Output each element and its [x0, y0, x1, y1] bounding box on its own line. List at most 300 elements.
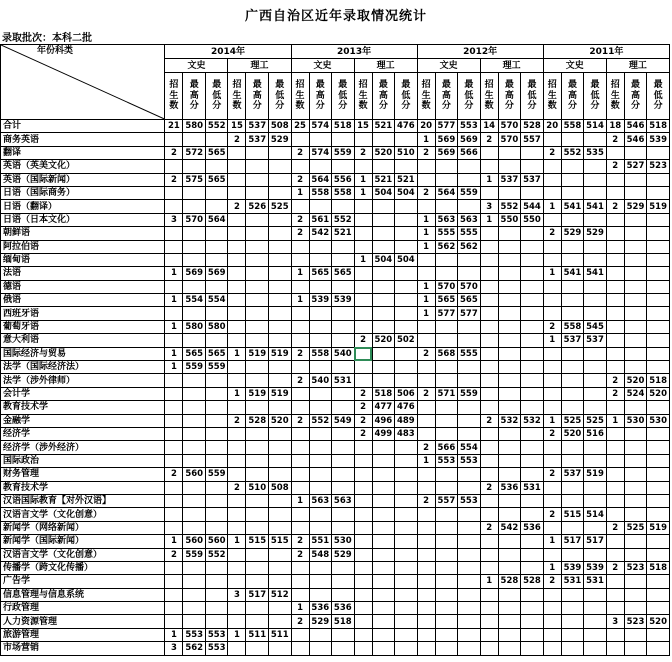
value-cell[interactable] [584, 186, 607, 199]
value-cell[interactable]: 521 [372, 120, 395, 133]
value-cell[interactable]: 2 [165, 146, 183, 159]
value-cell[interactable] [561, 253, 584, 266]
value-cell[interactable] [205, 588, 228, 601]
value-cell[interactable] [354, 575, 372, 588]
value-cell[interactable] [309, 200, 332, 213]
value-cell[interactable] [165, 441, 183, 454]
major-name-cell[interactable]: 西班牙语 [1, 307, 165, 320]
value-cell[interactable]: 531 [332, 374, 355, 387]
value-cell[interactable] [228, 267, 246, 280]
value-cell[interactable] [354, 602, 372, 615]
value-cell[interactable] [624, 334, 647, 347]
value-cell[interactable]: 2 [417, 347, 435, 360]
value-cell[interactable] [417, 267, 435, 280]
column-label[interactable] [606, 73, 624, 120]
value-cell[interactable] [480, 561, 498, 574]
value-cell[interactable]: 565 [435, 294, 458, 307]
value-cell[interactable]: 508 [269, 120, 292, 133]
value-cell[interactable] [435, 575, 458, 588]
value-cell[interactable] [269, 160, 292, 173]
value-cell[interactable] [246, 213, 269, 226]
value-cell[interactable]: 540 [332, 347, 355, 360]
value-cell[interactable]: 1 [354, 186, 372, 199]
value-cell[interactable] [372, 227, 395, 240]
value-cell[interactable] [183, 280, 206, 293]
value-cell[interactable] [205, 240, 228, 253]
value-cell[interactable] [309, 521, 332, 534]
column-label[interactable] [543, 73, 561, 120]
value-cell[interactable]: 539 [309, 294, 332, 307]
value-cell[interactable] [165, 575, 183, 588]
value-cell[interactable] [584, 387, 607, 400]
value-cell[interactable] [354, 227, 372, 240]
value-cell[interactable]: 14 [480, 120, 498, 133]
value-cell[interactable] [561, 387, 584, 400]
value-cell[interactable] [246, 615, 269, 628]
value-cell[interactable] [228, 160, 246, 173]
value-cell[interactable] [309, 628, 332, 641]
value-cell[interactable]: 15 [228, 120, 246, 133]
column-label[interactable] [228, 73, 246, 120]
value-cell[interactable]: 520 [372, 334, 395, 347]
value-cell[interactable]: 3 [480, 200, 498, 213]
value-cell[interactable] [606, 441, 624, 454]
value-cell[interactable]: 555 [458, 227, 481, 240]
value-cell[interactable] [332, 133, 355, 146]
value-cell[interactable] [606, 320, 624, 333]
value-cell[interactable] [228, 213, 246, 226]
major-name-cell[interactable]: 葡萄牙语 [1, 320, 165, 333]
value-cell[interactable] [584, 521, 607, 534]
value-cell[interactable] [372, 454, 395, 467]
value-cell[interactable] [332, 200, 355, 213]
value-cell[interactable] [205, 186, 228, 199]
value-cell[interactable] [354, 133, 372, 146]
value-cell[interactable] [624, 146, 647, 159]
value-cell[interactable]: 518 [332, 615, 355, 628]
value-cell[interactable] [332, 521, 355, 534]
value-cell[interactable] [521, 387, 544, 400]
value-cell[interactable] [543, 213, 561, 226]
value-cell[interactable]: 528 [246, 414, 269, 427]
value-cell[interactable]: 537 [561, 468, 584, 481]
value-cell[interactable]: 530 [332, 535, 355, 548]
value-cell[interactable] [543, 602, 561, 615]
value-cell[interactable] [417, 508, 435, 521]
value-cell[interactable] [521, 454, 544, 467]
value-cell[interactable]: 2 [543, 320, 561, 333]
value-cell[interactable] [417, 173, 435, 186]
value-cell[interactable] [435, 468, 458, 481]
value-cell[interactable]: 1 [480, 575, 498, 588]
value-cell[interactable]: 1 [417, 294, 435, 307]
value-cell[interactable] [165, 588, 183, 601]
value-cell[interactable]: 528 [521, 120, 544, 133]
value-cell[interactable] [521, 615, 544, 628]
track-header[interactable]: 理工 [228, 59, 291, 73]
value-cell[interactable] [647, 481, 670, 494]
value-cell[interactable] [458, 481, 481, 494]
value-cell[interactable] [498, 320, 521, 333]
value-cell[interactable]: 1 [480, 173, 498, 186]
value-cell[interactable] [561, 294, 584, 307]
value-cell[interactable] [647, 361, 670, 374]
value-cell[interactable] [372, 588, 395, 601]
value-cell[interactable] [354, 307, 372, 320]
value-cell[interactable] [309, 441, 332, 454]
value-cell[interactable] [309, 280, 332, 293]
value-cell[interactable]: 559 [332, 146, 355, 159]
value-cell[interactable] [291, 320, 309, 333]
value-cell[interactable] [354, 213, 372, 226]
corner-header-cell[interactable] [1, 45, 165, 120]
value-cell[interactable] [624, 575, 647, 588]
value-cell[interactable] [498, 267, 521, 280]
value-cell[interactable] [458, 361, 481, 374]
value-cell[interactable]: 553 [435, 454, 458, 467]
value-cell[interactable] [647, 602, 670, 615]
value-cell[interactable] [395, 441, 418, 454]
value-cell[interactable] [332, 334, 355, 347]
value-cell[interactable] [183, 508, 206, 521]
value-cell[interactable] [561, 173, 584, 186]
value-cell[interactable] [480, 240, 498, 253]
value-cell[interactable] [332, 628, 355, 641]
value-cell[interactable] [498, 186, 521, 199]
value-cell[interactable]: 554 [183, 294, 206, 307]
value-cell[interactable] [458, 401, 481, 414]
value-cell[interactable]: 565 [332, 267, 355, 280]
value-cell[interactable] [291, 427, 309, 440]
value-cell[interactable] [183, 133, 206, 146]
column-label[interactable] [372, 73, 395, 120]
value-cell[interactable] [395, 481, 418, 494]
value-cell[interactable]: 546 [624, 120, 647, 133]
track-header[interactable]: 文史 [543, 59, 606, 73]
value-cell[interactable] [309, 454, 332, 467]
value-cell[interactable]: 564 [309, 173, 332, 186]
value-cell[interactable]: 553 [458, 120, 481, 133]
value-cell[interactable] [435, 628, 458, 641]
value-cell[interactable] [543, 628, 561, 641]
value-cell[interactable] [246, 320, 269, 333]
value-cell[interactable] [354, 535, 372, 548]
value-cell[interactable] [165, 186, 183, 199]
track-header[interactable]: 文史 [417, 59, 480, 73]
value-cell[interactable] [543, 347, 561, 360]
value-cell[interactable]: 559 [205, 468, 228, 481]
value-cell[interactable] [354, 160, 372, 173]
value-cell[interactable]: 1 [165, 535, 183, 548]
value-cell[interactable]: 557 [435, 494, 458, 507]
value-cell[interactable] [395, 307, 418, 320]
value-cell[interactable]: 553 [458, 454, 481, 467]
value-cell[interactable] [269, 294, 292, 307]
value-cell[interactable]: 563 [458, 213, 481, 226]
value-cell[interactable] [498, 294, 521, 307]
value-cell[interactable]: 519 [647, 521, 670, 534]
value-cell[interactable] [395, 454, 418, 467]
value-cell[interactable]: 1 [165, 267, 183, 280]
value-cell[interactable]: 516 [584, 427, 607, 440]
value-cell[interactable] [480, 253, 498, 266]
value-cell[interactable] [561, 454, 584, 467]
value-cell[interactable] [435, 427, 458, 440]
value-cell[interactable] [205, 253, 228, 266]
value-cell[interactable] [183, 481, 206, 494]
value-cell[interactable] [480, 588, 498, 601]
value-cell[interactable]: 550 [498, 213, 521, 226]
value-cell[interactable] [624, 468, 647, 481]
value-cell[interactable] [584, 280, 607, 293]
column-label[interactable] [165, 73, 183, 120]
column-label[interactable] [498, 73, 521, 120]
value-cell[interactable] [543, 494, 561, 507]
value-cell[interactable] [584, 240, 607, 253]
value-cell[interactable] [183, 427, 206, 440]
value-cell[interactable] [624, 347, 647, 360]
value-cell[interactable] [205, 454, 228, 467]
value-cell[interactable] [417, 481, 435, 494]
value-cell[interactable] [372, 602, 395, 615]
value-cell[interactable] [291, 521, 309, 534]
value-cell[interactable]: 519 [246, 347, 269, 360]
column-label[interactable] [480, 73, 498, 120]
value-cell[interactable] [458, 334, 481, 347]
value-cell[interactable] [624, 602, 647, 615]
value-cell[interactable]: 569 [435, 133, 458, 146]
value-cell[interactable] [458, 200, 481, 213]
value-cell[interactable]: 525 [584, 414, 607, 427]
value-cell[interactable] [521, 628, 544, 641]
value-cell[interactable] [228, 521, 246, 534]
value-cell[interactable] [291, 454, 309, 467]
major-name-cell[interactable]: 缅甸语 [1, 253, 165, 266]
value-cell[interactable] [480, 307, 498, 320]
value-cell[interactable] [205, 387, 228, 400]
value-cell[interactable]: 2 [417, 146, 435, 159]
major-name-cell[interactable]: 新闻学（网络新闻） [1, 521, 165, 534]
value-cell[interactable] [543, 294, 561, 307]
value-cell[interactable] [435, 481, 458, 494]
major-name-cell[interactable]: 国际经济与贸易 [1, 347, 165, 360]
value-cell[interactable] [417, 628, 435, 641]
value-cell[interactable] [183, 240, 206, 253]
value-cell[interactable] [205, 615, 228, 628]
value-cell[interactable]: 520 [624, 374, 647, 387]
value-cell[interactable] [584, 494, 607, 507]
value-cell[interactable] [647, 253, 670, 266]
value-cell[interactable] [269, 602, 292, 615]
value-cell[interactable] [417, 602, 435, 615]
value-cell[interactable]: 570 [498, 120, 521, 133]
value-cell[interactable] [458, 548, 481, 561]
value-cell[interactable] [395, 267, 418, 280]
value-cell[interactable] [543, 387, 561, 400]
value-cell[interactable] [246, 361, 269, 374]
value-cell[interactable] [498, 468, 521, 481]
value-cell[interactable]: 517 [561, 535, 584, 548]
value-cell[interactable]: 570 [435, 280, 458, 293]
value-cell[interactable] [458, 173, 481, 186]
value-cell[interactable] [521, 307, 544, 320]
value-cell[interactable]: 525 [269, 200, 292, 213]
value-cell[interactable]: 20 [543, 120, 561, 133]
value-cell[interactable]: 521 [372, 173, 395, 186]
value-cell[interactable]: 523 [624, 615, 647, 628]
value-cell[interactable]: 25 [291, 120, 309, 133]
value-cell[interactable] [332, 280, 355, 293]
value-cell[interactable] [606, 186, 624, 199]
value-cell[interactable] [647, 588, 670, 601]
value-cell[interactable] [309, 253, 332, 266]
value-cell[interactable] [354, 468, 372, 481]
value-cell[interactable]: 570 [183, 213, 206, 226]
value-cell[interactable] [521, 508, 544, 521]
value-cell[interactable] [624, 588, 647, 601]
value-cell[interactable] [205, 441, 228, 454]
value-cell[interactable] [521, 548, 544, 561]
value-cell[interactable] [606, 481, 624, 494]
value-cell[interactable] [291, 387, 309, 400]
value-cell[interactable] [205, 427, 228, 440]
value-cell[interactable]: 545 [584, 320, 607, 333]
value-cell[interactable]: 558 [309, 347, 332, 360]
value-cell[interactable] [435, 521, 458, 534]
value-cell[interactable] [480, 227, 498, 240]
value-cell[interactable] [561, 521, 584, 534]
value-cell[interactable] [458, 521, 481, 534]
value-cell[interactable] [584, 173, 607, 186]
value-cell[interactable]: 537 [246, 120, 269, 133]
value-cell[interactable]: 520 [561, 427, 584, 440]
column-label[interactable] [205, 73, 228, 120]
value-cell[interactable] [624, 173, 647, 186]
value-cell[interactable] [332, 588, 355, 601]
value-cell[interactable] [606, 628, 624, 641]
value-cell[interactable] [269, 561, 292, 574]
value-cell[interactable]: 552 [309, 414, 332, 427]
value-cell[interactable] [458, 628, 481, 641]
value-cell[interactable] [395, 294, 418, 307]
value-cell[interactable] [309, 468, 332, 481]
value-cell[interactable] [624, 535, 647, 548]
value-cell[interactable]: 565 [205, 146, 228, 159]
value-cell[interactable] [606, 240, 624, 253]
value-cell[interactable] [309, 307, 332, 320]
value-cell[interactable] [395, 535, 418, 548]
value-cell[interactable] [543, 615, 561, 628]
value-cell[interactable]: 542 [498, 521, 521, 534]
value-cell[interactable] [309, 133, 332, 146]
value-cell[interactable] [521, 374, 544, 387]
value-cell[interactable] [584, 347, 607, 360]
value-cell[interactable] [584, 374, 607, 387]
value-cell[interactable] [269, 240, 292, 253]
value-cell[interactable] [183, 494, 206, 507]
major-name-cell[interactable]: 法学（国际经济法） [1, 361, 165, 374]
value-cell[interactable] [246, 334, 269, 347]
major-name-cell[interactable]: 新闻学（国际新闻） [1, 535, 165, 548]
value-cell[interactable] [395, 628, 418, 641]
value-cell[interactable]: 476 [395, 401, 418, 414]
value-cell[interactable]: 550 [521, 213, 544, 226]
value-cell[interactable] [584, 454, 607, 467]
value-cell[interactable] [183, 615, 206, 628]
value-cell[interactable]: 2 [543, 427, 561, 440]
value-cell[interactable] [165, 280, 183, 293]
value-cell[interactable] [480, 628, 498, 641]
value-cell[interactable]: 519 [647, 200, 670, 213]
major-name-cell[interactable]: 日语（日本文化） [1, 213, 165, 226]
value-cell[interactable]: 541 [584, 267, 607, 280]
value-cell[interactable] [435, 253, 458, 266]
value-cell[interactable] [332, 320, 355, 333]
value-cell[interactable] [480, 146, 498, 159]
value-cell[interactable] [246, 561, 269, 574]
value-cell[interactable]: 574 [309, 146, 332, 159]
value-cell[interactable] [395, 160, 418, 173]
value-cell[interactable]: 529 [561, 227, 584, 240]
value-cell[interactable] [183, 441, 206, 454]
value-cell[interactable] [561, 602, 584, 615]
value-cell[interactable]: 563 [435, 213, 458, 226]
value-cell[interactable] [480, 347, 498, 360]
value-cell[interactable] [458, 253, 481, 266]
value-cell[interactable]: 560 [205, 535, 228, 548]
value-cell[interactable] [647, 227, 670, 240]
value-cell[interactable] [183, 307, 206, 320]
value-cell[interactable] [561, 186, 584, 199]
value-cell[interactable] [246, 521, 269, 534]
value-cell[interactable] [228, 320, 246, 333]
value-cell[interactable] [498, 240, 521, 253]
value-cell[interactable] [332, 253, 355, 266]
value-cell[interactable] [309, 508, 332, 521]
value-cell[interactable] [183, 186, 206, 199]
value-cell[interactable] [183, 521, 206, 534]
value-cell[interactable] [417, 521, 435, 534]
value-cell[interactable]: 551 [309, 535, 332, 548]
value-cell[interactable]: 1 [165, 347, 183, 360]
value-cell[interactable] [521, 361, 544, 374]
value-cell[interactable]: 506 [395, 387, 418, 400]
column-label[interactable] [395, 73, 418, 120]
value-cell[interactable] [498, 642, 521, 655]
value-cell[interactable] [354, 481, 372, 494]
value-cell[interactable] [561, 401, 584, 414]
value-cell[interactable] [205, 602, 228, 615]
value-cell[interactable]: 1 [543, 200, 561, 213]
value-cell[interactable]: 562 [458, 240, 481, 253]
value-cell[interactable] [309, 401, 332, 414]
value-cell[interactable] [498, 441, 521, 454]
major-name-cell[interactable]: 人力资源管理 [1, 615, 165, 628]
value-cell[interactable] [246, 454, 269, 467]
value-cell[interactable] [205, 200, 228, 213]
value-cell[interactable] [183, 227, 206, 240]
value-cell[interactable] [417, 642, 435, 655]
value-cell[interactable] [543, 361, 561, 374]
value-cell[interactable] [183, 588, 206, 601]
value-cell[interactable] [269, 374, 292, 387]
value-cell[interactable] [498, 307, 521, 320]
value-cell[interactable]: 3 [165, 213, 183, 226]
value-cell[interactable]: 563 [309, 494, 332, 507]
value-cell[interactable] [521, 588, 544, 601]
value-cell[interactable]: 569 [205, 267, 228, 280]
value-cell[interactable]: 569 [435, 146, 458, 159]
